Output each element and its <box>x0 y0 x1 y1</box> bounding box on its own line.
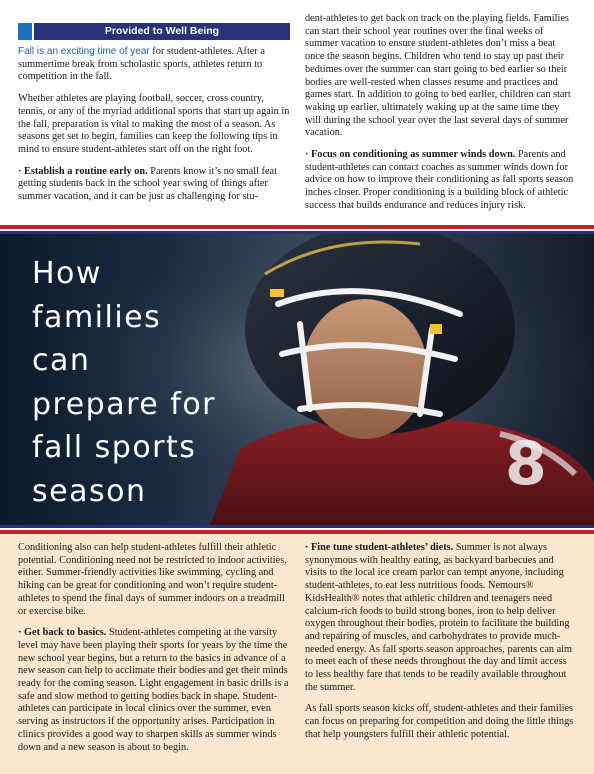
tip-routine <box>18 166 292 204</box>
closing-paragraph: As fall sports season kicks off, student-athletes and their families can focus on preparing for competition and doing the little things that help youngsters fulfill their athletic potential. <box>305 703 574 740</box>
banner-label: Provided to Well Being <box>34 23 290 40</box>
intro-rest: for student-athletes. After a summertime break from scholastic sports, athletes return to competition in the fall. <box>18 46 265 83</box>
tip-routine-body: Parents know it’s no small feat getting students back in the school year swing of things after summer vacation, and it can be just as challenging for stu- <box>18 165 277 203</box>
paragraph-conditioning-benefits: Conditioning also can help student-athletes fulfill their athletic potential. Conditioning need not be restricted to indoor activities, either. Summer-friendly activities like swimming, cycling and hiking can be great for conditioning and won’t require student-athletes to spend the final days of summer indoors on a treadmill or exercise bike. <box>18 542 287 617</box>
tip-basics-heading: · Get back to basics. <box>18 627 107 639</box>
intro-paragraph <box>18 46 292 84</box>
banner-accent-square <box>18 23 32 40</box>
provided-banner <box>18 23 290 40</box>
jersey-number: 8 <box>505 429 547 499</box>
tip-routine-heading: · Establish a routine early on. <box>18 165 148 177</box>
player-face <box>303 299 427 439</box>
article-headline: How families can prepare for fall sports season <box>32 256 217 509</box>
top-left-column <box>18 46 292 213</box>
helmet-clip-right <box>430 324 442 334</box>
bottom-left-column <box>18 542 292 763</box>
paragraph-routine-continued: dent-athletes to get back on track on the playing fields. Families can start their school year routines over the final weeks of summer vacation to ensure student-athletes don’t miss a beat once the season begins. Children who tend to stay up past their bedtimes over the summer can start going to bed earlier so their bodies are well-rested when classes resume and practices and games start. In addition to going to bed earlier, children can start waking up earlier, ultimately waking up at the same time they will during the school year over the last several days of summer vacation. <box>305 13 571 139</box>
tip-basics <box>18 627 292 754</box>
helmet-clip-left <box>270 289 284 297</box>
tip-conditioning <box>305 149 577 213</box>
intro-lead: Fall is an exciting time of year <box>18 46 150 57</box>
top-right-column <box>305 13 577 222</box>
tip-diets-heading: · Fine tune student-athletes’ diets. <box>305 542 454 553</box>
paragraph-preparation: Whether athletes are playing football, soccer, cross country, tennis, or any of the myriad additional sports that start up again in the fall, preparation is vital to making the most of a season. As seasons get set to begin, families can keep the following tips in mind to ensure student-athletes start off on the right foot. <box>18 93 290 155</box>
tip-diets-body: Summer is not always synonymous with healthy eating, as backyard barbecues and visits to the local ice cream parlor can tempt anyone, including student-athletes, to eat less nutritious foods. Nemours® KidsHealth® notes that athletic children and teenagers need calcium-rich foods to build strong bones, iron to help deliver oxygen throughout their bodies, protein to facilitate the building and repairing of muscles, and carbohydrates to provide much-needed energy. As fall sports season approaches, parents can aim to meet each of these needs throughout the day and limit access to less healthy fare that tends to be readily available throughout the summer. <box>305 542 573 693</box>
tip-diets <box>305 542 577 694</box>
bottom-right-column <box>305 542 577 751</box>
tip-basics-body: Student-athletes competing at the varsity level may have been playing their sports for years by the time the new school year begins, but a return to the basics in advance of a new season can help to acclimate their bodies and get their minds ready for the coming season. Light engagement in basic drills is a safe and slow method to getting bodies back in shape. Student-athletes can participate in local clinics over the summer, even serving as instructors if the opportunity arises. Participation in clinics provides a good way to sharpen skills as summer winds down and a new season is about to begin. <box>18 627 289 753</box>
tip-conditioning-heading: · Focus on conditioning as summer winds down. <box>305 149 516 161</box>
tip-conditioning-body: Parents and student-athletes can contact coaches as summer winds down for advice on how to improve their conditioning as fall sports season inches closer. Proper conditioning is a building block of athletic success that builds endurance and reduces injury risk. <box>305 149 574 211</box>
